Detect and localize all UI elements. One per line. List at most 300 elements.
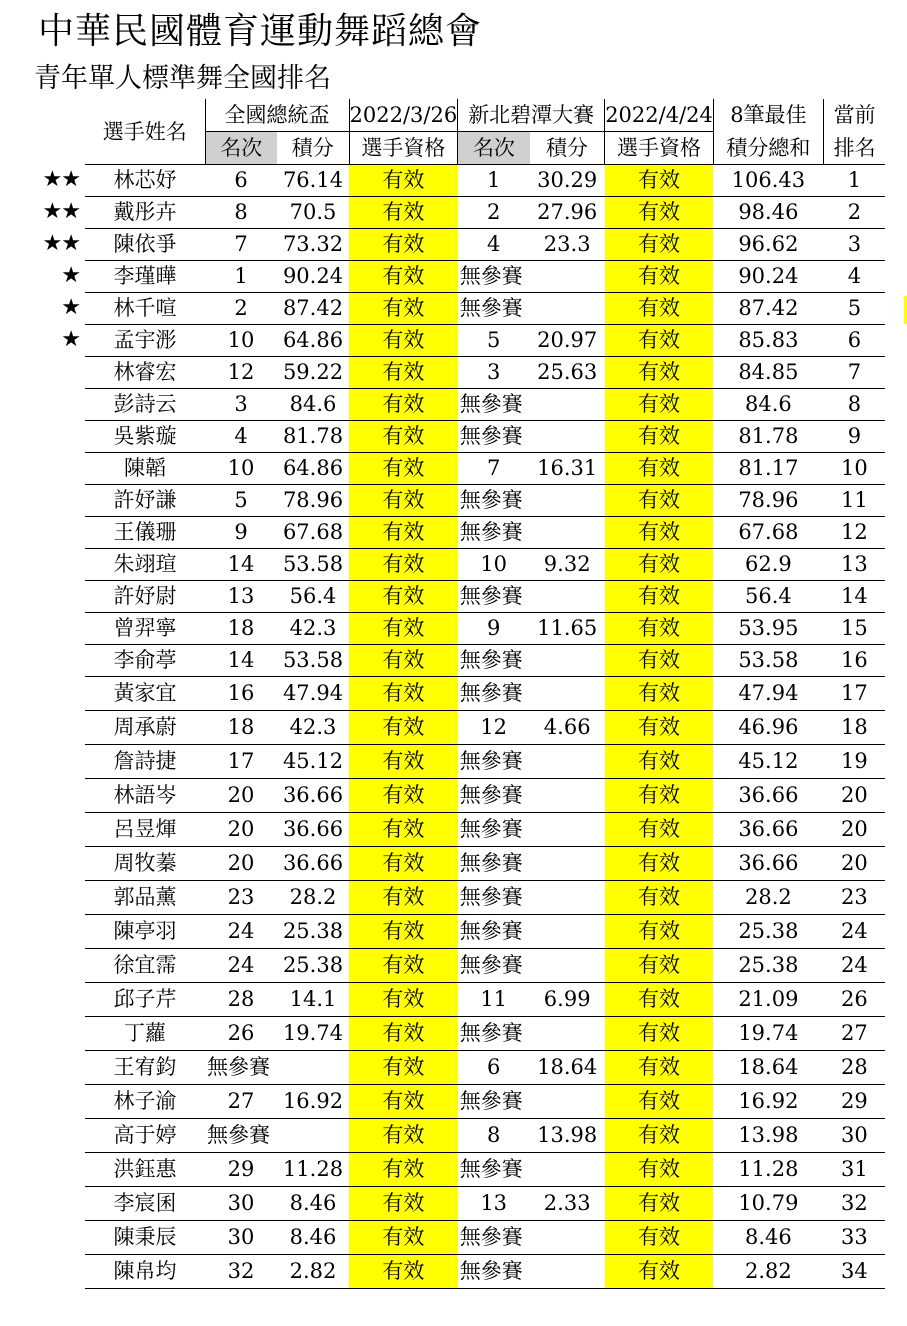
event1-rank: 32 (205, 1255, 277, 1289)
event1-qualification: 有效 (349, 581, 458, 613)
player-name: 邱子芹 (85, 983, 205, 1017)
event1-rank: 1 (205, 261, 277, 293)
header-event1: 全國總統盃 (205, 99, 349, 132)
event2-qualification: 有效 (605, 745, 714, 779)
table-row (85, 165, 885, 197)
event2-rank: 無參賽 (458, 485, 530, 517)
event2-score: 16.31 (530, 453, 605, 485)
player-name: 李俞葶 (85, 645, 205, 677)
event1-score: 19.74 (277, 1017, 349, 1051)
best-total-score: 25.38 (713, 949, 823, 983)
current-rank: 18 (823, 711, 885, 745)
table-row (85, 1085, 885, 1119)
event2-score: 6.99 (530, 983, 605, 1017)
event1-score: 59.22 (277, 357, 349, 389)
table-row (85, 847, 885, 881)
event2-rank: 無參賽 (458, 1153, 530, 1187)
table-row (85, 229, 885, 261)
best-total-score: 85.83 (713, 325, 823, 357)
event2-rank: 無參賽 (458, 389, 530, 421)
event1-score: 70.5 (277, 197, 349, 229)
event2-qualification: 有效 (605, 581, 714, 613)
event1-rank: 20 (205, 813, 277, 847)
current-rank: 30 (823, 1119, 885, 1153)
player-name: 林子渝 (85, 1085, 205, 1119)
table-row (85, 711, 885, 745)
event2-score (530, 915, 605, 949)
event2-rank: 無參賽 (458, 779, 530, 813)
best-total-score: 81.78 (713, 421, 823, 453)
event2-score (530, 1221, 605, 1255)
event2-rank: 無參賽 (458, 847, 530, 881)
player-name: 陳亭羽 (85, 915, 205, 949)
table-row (85, 677, 885, 711)
best-total-score: 8.46 (713, 1221, 823, 1255)
event1-qualification: 有效 (349, 1153, 458, 1187)
event1-qualification: 有效 (349, 613, 458, 645)
event2-qualification: 有效 (605, 711, 714, 745)
rating-stars: ★ (61, 295, 80, 320)
event1-score: 53.58 (277, 549, 349, 581)
event2-qualification: 有效 (605, 677, 714, 711)
player-name: 黃家宜 (85, 677, 205, 711)
event2-qualification: 有效 (605, 1085, 714, 1119)
event1-score: 56.4 (277, 581, 349, 613)
best-total-score: 36.66 (713, 813, 823, 847)
current-rank: 5 (823, 293, 885, 325)
event1-qualification: 有效 (349, 421, 458, 453)
player-name: 林睿宏 (85, 357, 205, 389)
event2-qualification: 有效 (605, 165, 714, 197)
event1-qualification: 有效 (349, 813, 458, 847)
event2-rank: 10 (458, 549, 530, 581)
player-name: 王宥鈞 (85, 1051, 205, 1085)
event1-rank: 9 (205, 517, 277, 549)
current-rank: 24 (823, 915, 885, 949)
rating-stars: ★★ (42, 167, 80, 192)
current-rank: 20 (823, 779, 885, 813)
event2-rank: 9 (458, 613, 530, 645)
header-event2-rank: 名次 (458, 132, 530, 165)
event1-score (277, 1119, 349, 1153)
rating-stars: ★★ (42, 231, 80, 256)
current-rank: 28 (823, 1051, 885, 1085)
event1-rank: 4 (205, 421, 277, 453)
event2-score: 25.63 (530, 357, 605, 389)
event2-score (530, 1153, 605, 1187)
event2-qualification: 有效 (605, 847, 714, 881)
table-row (85, 485, 885, 517)
event2-score (530, 779, 605, 813)
event1-rank: 24 (205, 915, 277, 949)
event1-qualification: 有效 (349, 1221, 458, 1255)
header-date1: 2022/3/26 (349, 99, 458, 132)
event1-rank: 20 (205, 847, 277, 881)
event2-rank: 無參賽 (458, 581, 530, 613)
event2-rank: 8 (458, 1119, 530, 1153)
best-total-score: 106.43 (713, 165, 823, 197)
current-rank: 6 (823, 325, 885, 357)
event1-qualification: 有效 (349, 357, 458, 389)
current-rank: 10 (823, 453, 885, 485)
table-row (85, 813, 885, 847)
event1-qualification: 有效 (349, 197, 458, 229)
event1-score: 42.3 (277, 613, 349, 645)
player-name: 林芯妤 (85, 165, 205, 197)
event1-qualification: 有效 (349, 1187, 458, 1221)
table-row (85, 613, 885, 645)
event1-rank: 20 (205, 779, 277, 813)
event1-qualification: 有效 (349, 881, 458, 915)
header-current-line1: 當前 (823, 99, 885, 132)
event2-qualification: 有效 (605, 1221, 714, 1255)
event1-qualification: 有效 (349, 453, 458, 485)
event2-rank: 無參賽 (458, 645, 530, 677)
event1-rank: 6 (205, 165, 277, 197)
event2-score (530, 389, 605, 421)
header-event1-rank: 名次 (205, 132, 277, 165)
event1-score: 64.86 (277, 453, 349, 485)
player-name: 戴彤卉 (85, 197, 205, 229)
event1-rank: 16 (205, 677, 277, 711)
event1-rank: 18 (205, 613, 277, 645)
event1-score: 28.2 (277, 881, 349, 915)
player-name: 陳韜 (85, 453, 205, 485)
event2-qualification: 有效 (605, 1119, 714, 1153)
player-name: 王儀珊 (85, 517, 205, 549)
rating-stars: ★ (61, 327, 80, 352)
event2-qualification: 有效 (605, 357, 714, 389)
table-row (85, 261, 885, 293)
event1-qualification: 有效 (349, 1051, 458, 1085)
event1-score: 8.46 (277, 1187, 349, 1221)
table-row (85, 949, 885, 983)
event1-score: 16.92 (277, 1085, 349, 1119)
event1-score: 47.94 (277, 677, 349, 711)
event1-rank: 18 (205, 711, 277, 745)
event1-score: 45.12 (277, 745, 349, 779)
best-total-score: 28.2 (713, 881, 823, 915)
event1-rank: 無參賽 (205, 1051, 277, 1085)
best-total-score: 53.95 (713, 613, 823, 645)
table-row (85, 1017, 885, 1051)
current-rank: 7 (823, 357, 885, 389)
table-row (85, 1153, 885, 1187)
table-row (85, 745, 885, 779)
event2-score (530, 517, 605, 549)
event1-rank: 5 (205, 485, 277, 517)
best-total-score: 36.66 (713, 779, 823, 813)
event2-score (530, 813, 605, 847)
player-name: 詹詩捷 (85, 745, 205, 779)
event2-qualification: 有效 (605, 1017, 714, 1051)
best-total-score: 45.12 (713, 745, 823, 779)
event2-qualification: 有效 (605, 915, 714, 949)
player-name: 陳秉辰 (85, 1221, 205, 1255)
event1-rank: 8 (205, 197, 277, 229)
event1-qualification: 有效 (349, 389, 458, 421)
event2-rank: 7 (458, 453, 530, 485)
event2-qualification: 有效 (605, 779, 714, 813)
event2-qualification: 有效 (605, 485, 714, 517)
best-total-score: 18.64 (713, 1051, 823, 1085)
event2-qualification: 有效 (605, 453, 714, 485)
event1-score: 84.6 (277, 389, 349, 421)
event2-score: 30.29 (530, 165, 605, 197)
page-subtitle: 青年單人標準舞全國排名 (34, 63, 331, 94)
header-total-line1: 8筆最佳 (713, 99, 823, 132)
header-total-line2: 積分總和 (713, 132, 823, 165)
rating-stars: ★ (61, 263, 80, 288)
event2-rank: 5 (458, 325, 530, 357)
event2-qualification: 有效 (605, 1255, 714, 1289)
best-total-score: 16.92 (713, 1085, 823, 1119)
player-name: 朱翊瑄 (85, 549, 205, 581)
event2-qualification: 有效 (605, 881, 714, 915)
current-rank: 33 (823, 1221, 885, 1255)
event1-score: 81.78 (277, 421, 349, 453)
event2-rank: 13 (458, 1187, 530, 1221)
best-total-score: 13.98 (713, 1119, 823, 1153)
event2-qualification: 有效 (605, 325, 714, 357)
player-name: 呂昱煇 (85, 813, 205, 847)
event2-score: 9.32 (530, 549, 605, 581)
best-total-score: 81.17 (713, 453, 823, 485)
event1-qualification: 有效 (349, 549, 458, 581)
event2-rank: 無參賽 (458, 1017, 530, 1051)
event1-qualification: 有效 (349, 325, 458, 357)
event1-score: 36.66 (277, 847, 349, 881)
current-rank: 14 (823, 581, 885, 613)
event2-score (530, 949, 605, 983)
table-row (85, 881, 885, 915)
header-event1-score: 積分 (277, 132, 349, 165)
table-row (85, 1187, 885, 1221)
event2-qualification: 有效 (605, 949, 714, 983)
event2-rank: 無參賽 (458, 421, 530, 453)
event1-qualification: 有效 (349, 1085, 458, 1119)
current-rank: 26 (823, 983, 885, 1017)
best-total-score: 11.28 (713, 1153, 823, 1187)
player-name: 丁蘿 (85, 1017, 205, 1051)
player-name: 吳紫璇 (85, 421, 205, 453)
event2-score: 23.3 (530, 229, 605, 261)
event1-score: 42.3 (277, 711, 349, 745)
event1-rank: 30 (205, 1221, 277, 1255)
event1-qualification: 有效 (349, 517, 458, 549)
event2-rank: 無參賽 (458, 517, 530, 549)
event2-score (530, 293, 605, 325)
event1-score: 76.14 (277, 165, 349, 197)
best-total-score: 36.66 (713, 847, 823, 881)
best-total-score: 67.68 (713, 517, 823, 549)
table-row (85, 549, 885, 581)
event2-rank: 無參賽 (458, 293, 530, 325)
event1-rank: 27 (205, 1085, 277, 1119)
event1-score: 25.38 (277, 915, 349, 949)
header-event2: 新北碧潭大賽 (458, 99, 605, 132)
current-rank: 24 (823, 949, 885, 983)
event1-rank: 23 (205, 881, 277, 915)
event1-rank: 14 (205, 549, 277, 581)
current-rank: 11 (823, 485, 885, 517)
table-row (85, 1221, 885, 1255)
event1-qualification: 有效 (349, 485, 458, 517)
table-row (85, 915, 885, 949)
event1-score: 64.86 (277, 325, 349, 357)
event2-rank: 無參賽 (458, 1255, 530, 1289)
table-row (85, 779, 885, 813)
event2-qualification: 有效 (605, 645, 714, 677)
event1-qualification: 有效 (349, 261, 458, 293)
current-rank: 3 (823, 229, 885, 261)
event2-qualification: 有效 (605, 261, 714, 293)
event2-rank: 無參賽 (458, 1085, 530, 1119)
player-name: 李宸囷 (85, 1187, 205, 1221)
player-name: 林千喧 (85, 293, 205, 325)
event1-rank: 30 (205, 1187, 277, 1221)
event2-rank: 12 (458, 711, 530, 745)
event2-score (530, 261, 605, 293)
player-name: 林語岑 (85, 779, 205, 813)
table-row (85, 453, 885, 485)
table-row (85, 581, 885, 613)
event1-rank: 無參賽 (205, 1119, 277, 1153)
event2-score (530, 745, 605, 779)
event2-rank: 無參賽 (458, 1221, 530, 1255)
event1-qualification: 有效 (349, 645, 458, 677)
event2-qualification: 有效 (605, 197, 714, 229)
event1-score: 36.66 (277, 779, 349, 813)
event2-qualification: 有效 (605, 517, 714, 549)
event2-rank: 無參賽 (458, 813, 530, 847)
event1-rank: 2 (205, 293, 277, 325)
table-row (85, 983, 885, 1017)
current-rank: 16 (823, 645, 885, 677)
event1-score: 87.42 (277, 293, 349, 325)
event1-rank: 10 (205, 325, 277, 357)
current-rank: 20 (823, 813, 885, 847)
event2-score (530, 581, 605, 613)
best-total-score: 21.09 (713, 983, 823, 1017)
current-rank: 31 (823, 1153, 885, 1187)
event2-rank: 無參賽 (458, 261, 530, 293)
event2-qualification: 有效 (605, 549, 714, 581)
event2-rank: 3 (458, 357, 530, 389)
player-name: 徐宜霈 (85, 949, 205, 983)
event1-score: 8.46 (277, 1221, 349, 1255)
event1-qualification: 有效 (349, 949, 458, 983)
best-total-score: 19.74 (713, 1017, 823, 1051)
best-total-score: 2.82 (713, 1255, 823, 1289)
event2-rank: 無參賽 (458, 677, 530, 711)
best-total-score: 46.96 (713, 711, 823, 745)
current-rank: 2 (823, 197, 885, 229)
event2-rank: 2 (458, 197, 530, 229)
best-total-score: 84.85 (713, 357, 823, 389)
best-total-score: 98.46 (713, 197, 823, 229)
player-name: 周承蔚 (85, 711, 205, 745)
event1-score (277, 1051, 349, 1085)
event2-score: 18.64 (530, 1051, 605, 1085)
event1-score: 67.68 (277, 517, 349, 549)
header-date2: 2022/4/24 (605, 99, 714, 132)
header-name: 選手姓名 (85, 99, 205, 165)
event1-rank: 7 (205, 229, 277, 261)
event1-rank: 24 (205, 949, 277, 983)
event2-score: 11.65 (530, 613, 605, 645)
event1-qualification: 有效 (349, 1017, 458, 1051)
current-rank: 19 (823, 745, 885, 779)
event1-rank: 28 (205, 983, 277, 1017)
event1-rank: 12 (205, 357, 277, 389)
table-row (85, 645, 885, 677)
event1-qualification: 有效 (349, 677, 458, 711)
event2-score (530, 1085, 605, 1119)
event1-score: 36.66 (277, 813, 349, 847)
event2-score: 13.98 (530, 1119, 605, 1153)
best-total-score: 10.79 (713, 1187, 823, 1221)
event2-rank: 無參賽 (458, 745, 530, 779)
best-total-score: 56.4 (713, 581, 823, 613)
table-row (85, 293, 885, 325)
player-name: 孟宇浵 (85, 325, 205, 357)
header-qual1: 選手資格 (349, 132, 458, 165)
event1-rank: 29 (205, 1153, 277, 1187)
event2-qualification: 有效 (605, 813, 714, 847)
player-name: 曾羿寧 (85, 613, 205, 645)
event1-score: 2.82 (277, 1255, 349, 1289)
best-total-score: 96.62 (713, 229, 823, 261)
player-name: 周牧蓁 (85, 847, 205, 881)
best-total-score: 47.94 (713, 677, 823, 711)
event2-score (530, 421, 605, 453)
event2-qualification: 有效 (605, 613, 714, 645)
event1-qualification: 有效 (349, 847, 458, 881)
event1-qualification: 有效 (349, 165, 458, 197)
event2-qualification: 有效 (605, 293, 714, 325)
event1-rank: 10 (205, 453, 277, 485)
player-name: 洪鈺惠 (85, 1153, 205, 1187)
best-total-score: 53.58 (713, 645, 823, 677)
current-rank: 20 (823, 847, 885, 881)
event2-score (530, 485, 605, 517)
player-name: 彭詩云 (85, 389, 205, 421)
event2-score: 2.33 (530, 1187, 605, 1221)
event2-rank: 6 (458, 1051, 530, 1085)
event2-score (530, 1255, 605, 1289)
event2-score (530, 881, 605, 915)
current-rank: 17 (823, 677, 885, 711)
player-name: 許妤尉 (85, 581, 205, 613)
event2-rank: 無參賽 (458, 949, 530, 983)
best-total-score: 62.9 (713, 549, 823, 581)
event1-qualification: 有效 (349, 229, 458, 261)
event2-qualification: 有效 (605, 229, 714, 261)
rating-stars: ★★ (42, 199, 80, 224)
event2-rank: 1 (458, 165, 530, 197)
table-row (85, 1119, 885, 1153)
event1-rank: 17 (205, 745, 277, 779)
event1-qualification: 有效 (349, 745, 458, 779)
best-total-score: 84.6 (713, 389, 823, 421)
event2-rank: 4 (458, 229, 530, 261)
current-rank: 32 (823, 1187, 885, 1221)
event2-qualification: 有效 (605, 421, 714, 453)
event2-score (530, 677, 605, 711)
event1-rank: 13 (205, 581, 277, 613)
event1-score: 90.24 (277, 261, 349, 293)
